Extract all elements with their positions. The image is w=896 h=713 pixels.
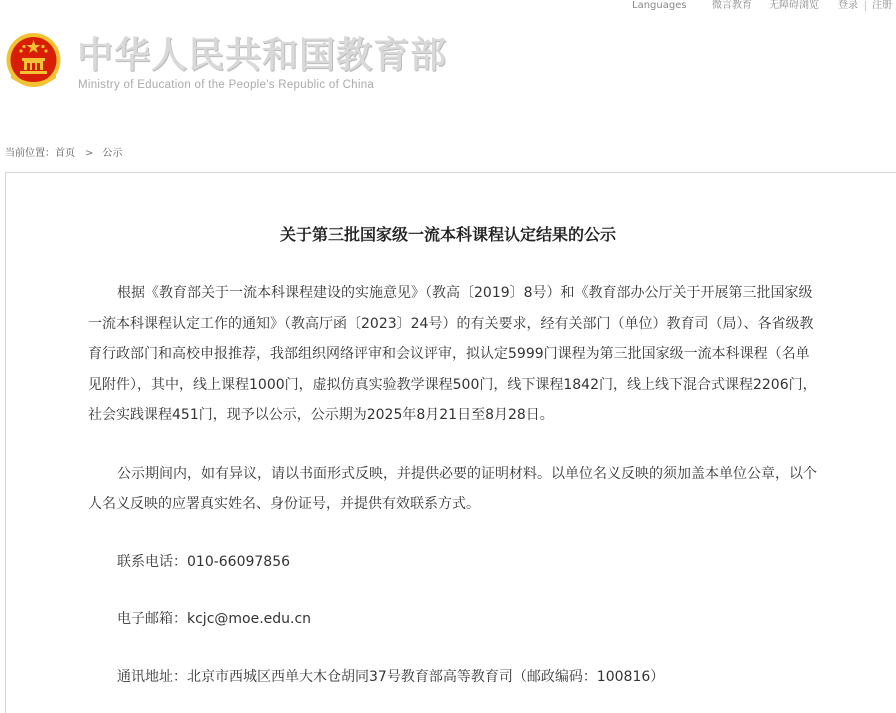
contact-email: 电子邮箱：kcjc@moe.edu.cn [117,611,312,627]
article-body [88,278,818,692]
topbar-divider [865,1,866,11]
register-link[interactable]: 注册 [872,0,892,11]
breadcrumb-current[interactable]: 公示 [102,148,123,159]
breadcrumb [5,148,122,160]
breadcrumb-separator: > [85,148,94,159]
top-utility-bar [0,0,896,14]
national-emblem-icon[interactable] [5,31,62,91]
brand-english-name[interactable]: Ministry of Education of the People's Republic of China [78,79,375,91]
breadcrumb-home-link[interactable]: 首页 [55,148,75,159]
accessibility-link[interactable]: 无障碍浏览 [769,0,819,11]
languages-link[interactable]: Languages [632,0,687,11]
article-paragraph: 根据《教育部关于一流本科课程建设的实施意见》（教高〔2019〕8号）和《教育部办公厅关于开展第三批国家级一流本科课程认定工作的通知》（教高厅函〔2023〕24号）的有关要求，经有关部门（单位）教育司（局）、各省级教育行政部门和高校申报推荐，我部组织网络评审和会议评审，拟认定5999门课程为第三批国家级一流本科课程（名单见附件），其中，线上课程1000门，虚拟仿真实验教学课程500门，线下课程1842门，线上线下混合式课程2206门，社会实践课程451门，现予以公示，公示期为2025年8月21日至8月28日。 [88,285,817,423]
article-title: 关于第三批国家级一流本科课程认定结果的公示 [279,225,616,244]
site-header [0,22,896,102]
contact-phone: 联系电话：010-66097856 [117,553,291,570]
login-link[interactable]: 登录 [838,0,858,11]
article-paragraph: 公示期间内，如有异议，请以书面形式反映，并提供必要的证明材料。以单位名义反映的须加盖本单位公章，以个人名义反映的应署真实姓名、身份证号，并提供有效联系方式。 [88,465,817,512]
weibo-link[interactable]: 微言教育 [712,0,752,11]
contact-address: 通讯地址：北京市西城区西单大木仓胡同37号教育部高等教育司（邮政编码：100816） [117,668,665,685]
brand-chinese-name[interactable]: 中华人民共和国教育部 [77,35,448,76]
breadcrumb-prefix: 当前位置： [5,148,55,159]
